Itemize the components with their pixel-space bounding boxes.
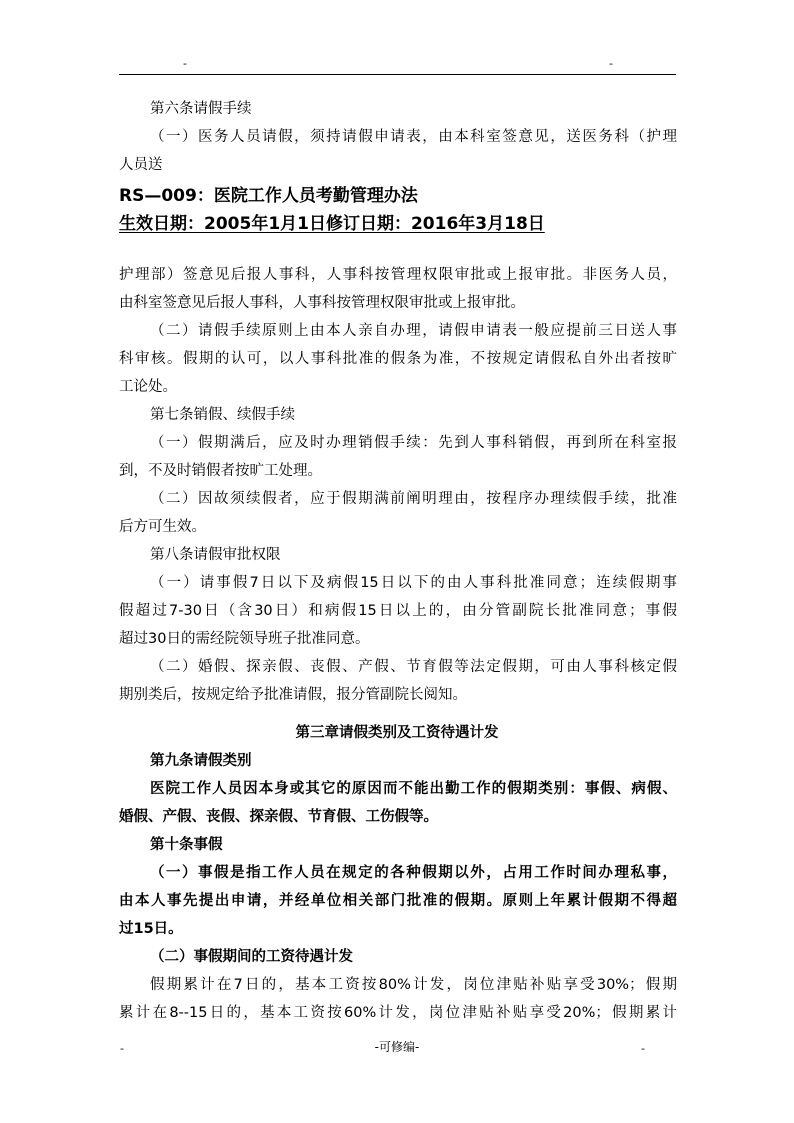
chapter-3-heading: 第三章请假类别及工资待遇计发 — [295, 725, 499, 741]
paragraph-line: （二）因故须续假者，应于假期满前阐明理由，按程序办理续假手续，批准 — [150, 491, 677, 507]
header-mark-right: - — [609, 57, 613, 70]
paragraph-line: 婚假、产假、丧假、探亲假、节育假、工伤假等。 — [119, 809, 438, 825]
paragraph-line: 假超过7-30日（含30日）和病假15日以上的，由分管副院长批准同意；事假 — [119, 603, 677, 619]
article-10-title: 第十条事假 — [150, 837, 223, 853]
paragraph-line: 累计在8--15日的，基本工资按60%计发，岗位津贴补贴享受20%；假期累计 — [119, 1005, 677, 1021]
header-rule — [119, 74, 676, 75]
paragraph-line: （一）医务人员请假，须持请假申请表，由本科室签意见，送医务科（护理 — [150, 129, 677, 145]
article-9-title: 第九条请假类别 — [150, 753, 252, 769]
footer-mark-right: - — [641, 1042, 645, 1055]
footer-editable-label: -可修编- — [374, 1040, 420, 1054]
article-7-title: 第七条销假、续假手续 — [150, 407, 295, 423]
paragraph-line: 后方可生效。 — [119, 519, 206, 535]
paragraph-line: 科审核。假期的认可，以人事科批准的假条为准，不按规定请假私自外出者按旷 — [119, 351, 677, 367]
paragraph-line: （一）请事假7日以下及病假15日以下的由人事科批准同意；连续假期事 — [150, 575, 677, 591]
document-code-title: RS—009：医院工作人员考勤管理办法 — [119, 186, 418, 206]
paragraph-line: 护理部）签意见后报人事科，人事科按管理权限审批或上报审批。非医务人员， — [119, 267, 677, 283]
paragraph-line: （一）事假是指工作人员在规定的各种假期以外，占用工作时间办理私事， — [150, 865, 677, 881]
paragraph-line: （二）婚假、探亲假、丧假、产假、节育假等法定假期，可由人事科核定假 — [150, 659, 677, 675]
paragraph-line: （一）假期满后，应及时办理销假手续：先到人事科销假，再到所在科室报 — [150, 435, 677, 451]
paragraph-line: 期别类后，按规定给予批准请假，报分管副院长阅知。 — [119, 687, 467, 703]
header-mark-left: - — [183, 57, 187, 70]
paragraph-line: 假期累计在7日的，基本工资按80%计发，岗位津贴补贴享受30%；假期 — [150, 977, 677, 993]
paragraph-line: 人员送 — [119, 157, 163, 173]
paragraph-line: （二）请假手续原则上由本人亲自办理，请假申请表一般应提前三日送人事 — [150, 323, 677, 339]
article-8-title: 第八条请假审批权限 — [150, 547, 281, 563]
paragraph-line: 到，不及时销假者按旷工处理。 — [119, 463, 322, 479]
effective-revision-dates: 生效日期：2005年1月1日修订日期：2016年3月18日 — [119, 214, 545, 234]
paragraph-line: 由科室签意见后报人事科，人事科按管理权限审批或上报审批。 — [119, 295, 525, 311]
paragraph-line: 超过30日的需经院领导班子批准同意。 — [119, 631, 370, 647]
footer-mark-left: - — [120, 1042, 124, 1055]
paragraph-line: 由本人事先提出申请，并经单位相关部门批准的假期。原则上年累计假期不得超 — [119, 893, 677, 909]
paragraph-line: 过15日。 — [119, 921, 183, 937]
subsection-title: （二）事假期间的工资待遇计发 — [150, 949, 353, 965]
paragraph-line: 医院工作人员因本身或其它的原因而不能出勤工作的假期类别：事假、病假、 — [150, 781, 677, 797]
article-6-title: 第六条请假手续 — [150, 101, 252, 117]
paragraph-line: 工论处。 — [119, 379, 177, 395]
